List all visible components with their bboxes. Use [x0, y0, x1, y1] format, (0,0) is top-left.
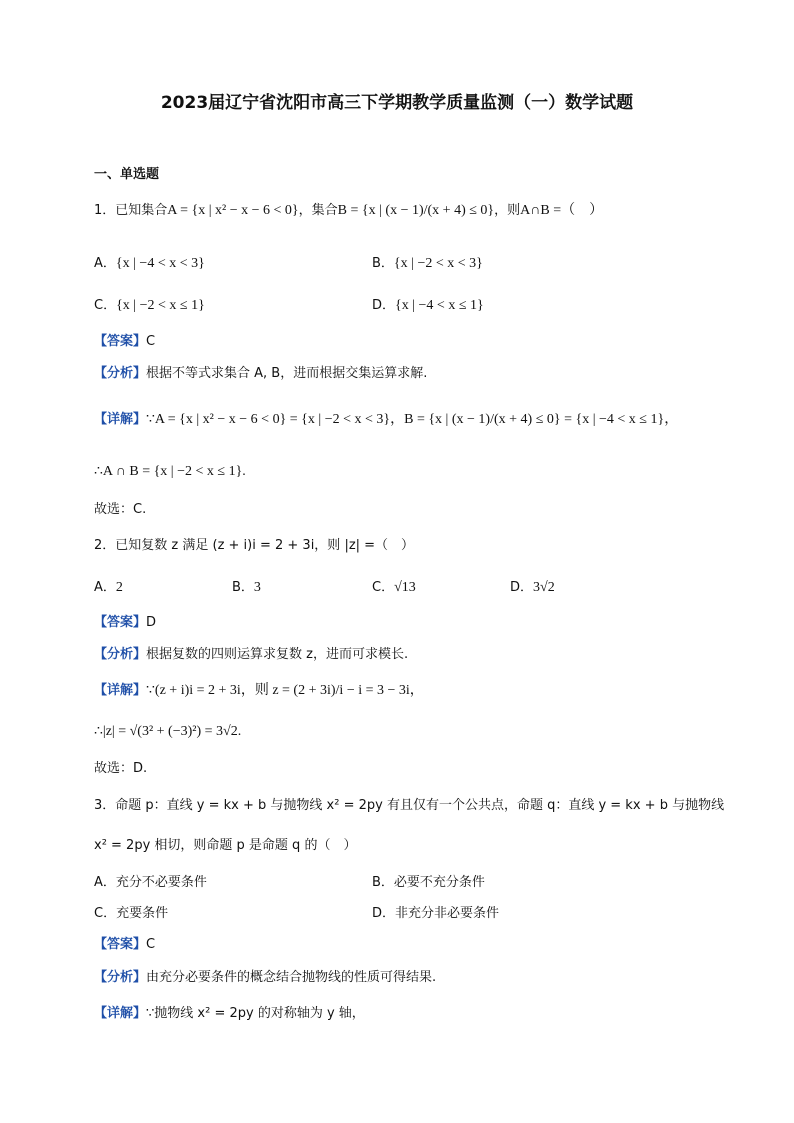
q2-answer	[94, 613, 156, 633]
option-label: D．	[372, 298, 396, 313]
analysis-text: 由充分必要条件的概念结合抛物线的性质可得结果.	[146, 970, 437, 985]
q3-answer	[94, 935, 155, 955]
option-label: D．	[510, 580, 534, 595]
option-value: {x | −2 < x < 3}	[393, 256, 483, 271]
q2-stem: 2．已知复数 z 满足 (z + i)i = 2 + 3i，则 |z| =（ ）	[94, 538, 415, 553]
option-value: {x | −2 < x ≤ 1}	[116, 298, 205, 313]
answer-value: C	[146, 334, 156, 349]
q3-option-d	[372, 904, 499, 924]
analysis-tag: 【分析】	[94, 970, 147, 985]
q2-option-c	[372, 578, 416, 598]
option-label: A．	[94, 875, 116, 890]
analysis-text: 根据复数的四则运算求复数 z，进而可求模长.	[146, 647, 409, 662]
q2-detail-line2: ∴|z| = √(3² + (−3)²) = 3√2.	[94, 724, 242, 739]
option-label: D．	[372, 906, 396, 921]
q3-option-c	[94, 904, 168, 924]
option-value: 3	[253, 580, 261, 595]
analysis-tag: 【分析】	[94, 647, 147, 662]
q1-answer	[94, 332, 155, 352]
detail-text: ∵(z + i)i = 2 + 3i，则 z = (2 + 3i)/i − i = 3 − 3i，	[146, 683, 424, 698]
section-heading: 一、单选题	[94, 167, 160, 182]
q1-ask: A∩B =（ ）	[520, 203, 604, 218]
q2-option-d	[510, 578, 555, 598]
q1-option-d	[372, 296, 484, 316]
q3-analysis	[94, 968, 436, 988]
option-value: 充要条件	[116, 906, 169, 921]
option-value: 非充分非必要条件	[395, 906, 500, 921]
answer-value: D	[146, 615, 157, 630]
option-label: A．	[94, 580, 116, 595]
option-label: B．	[372, 256, 394, 271]
analysis-tag: 【分析】	[94, 366, 147, 381]
answer-tag: 【答案】	[94, 334, 147, 349]
detail-tag: 【详解】	[94, 1006, 147, 1021]
option-value: 必要不充分条件	[393, 875, 485, 890]
q1-analysis	[94, 364, 427, 384]
q1-option-a	[94, 254, 205, 274]
q3-stem-line1: 3．命题 p：直线 y = kx + b 与抛物线 x² = 2py 有且仅有一个公共点，命题 q：直线 y = kx + b 与抛物线	[94, 798, 725, 813]
option-label: C．	[94, 298, 117, 313]
option-value: {x | −4 < x < 3}	[115, 256, 205, 271]
option-value: √13	[394, 580, 416, 595]
q1-set-b: B = {x | (x − 1)/(x + 4) ≤ 0}	[337, 203, 495, 218]
q3-stem-line2: x² = 2py 相切，则命题 p 是命题 q 的（ ）	[94, 838, 357, 853]
option-label: B．	[372, 875, 394, 890]
option-value: 充分不必要条件	[115, 875, 207, 890]
q1-detail-line2: ∴A ∩ B = {x | −2 < x ≤ 1}.	[94, 464, 246, 479]
option-value: {x | −4 < x ≤ 1}	[395, 298, 484, 313]
option-label: B．	[232, 580, 254, 595]
q2-conclusion: 故选：D.	[94, 761, 148, 776]
option-value: 3√2	[533, 580, 555, 595]
q1-conclusion: 故选：C.	[94, 502, 147, 517]
page-title: 2023届辽宁省沈阳市高三下学期教学质量监测（一）数学试题	[160, 93, 634, 113]
answer-tag: 【答案】	[94, 615, 147, 630]
answer-value: C	[146, 937, 156, 952]
q2-detail-line1	[94, 681, 424, 701]
q1-set-a: A = {x | x² − x − 6 < 0}	[167, 203, 299, 218]
q3-option-a	[94, 873, 207, 893]
option-value: 2	[115, 580, 123, 595]
q1-detail-line1	[94, 410, 678, 430]
q2-option-a	[94, 578, 123, 598]
answer-tag: 【答案】	[94, 937, 147, 952]
detail-text: ∵抛物线 x² = 2py 的对称轴为 y 轴，	[146, 1006, 365, 1021]
q1-stem-text-a: 1．已知集合	[94, 203, 168, 218]
detail-tag: 【详解】	[94, 683, 147, 698]
q1-stem-text-c: ，则	[494, 203, 521, 218]
q1-option-c	[94, 296, 205, 316]
q2-option-b	[232, 578, 261, 598]
q3-detail-line1	[94, 1004, 365, 1024]
q2-analysis	[94, 645, 408, 665]
detail-text: ∵A = {x | x² − x − 6 < 0} = {x | −2 < x < 3}，B = {x | (x − 1)/(x + 4) ≤ 0} = {x | −4 < x ≤ 1}，	[146, 412, 679, 427]
q1-stem-text-b: ，集合	[298, 203, 338, 218]
option-label: A．	[94, 256, 116, 271]
q3-option-b	[372, 873, 485, 893]
q1-stem	[94, 201, 603, 221]
detail-tag: 【详解】	[94, 412, 147, 427]
analysis-text: 根据不等式求集合 A, B，进而根据交集运算求解.	[146, 366, 428, 381]
q1-option-b	[372, 254, 483, 274]
option-label: C．	[94, 906, 117, 921]
option-label: C．	[372, 580, 395, 595]
